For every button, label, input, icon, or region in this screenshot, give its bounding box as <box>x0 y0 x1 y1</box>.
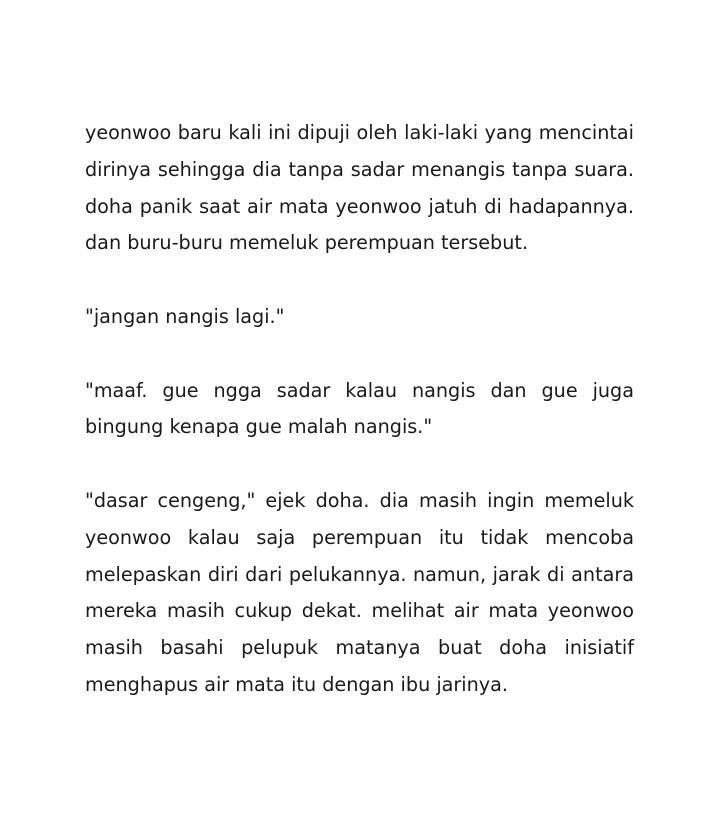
paragraph-3: "maaf. gue ngga sadar kalau nangis dan gue juga bingung kenapa gue malah nangis." <box>85 378 634 439</box>
story-text <box>85 115 634 704</box>
paragraph-4: "dasar cengeng," ejek doha. dia masih ingin memeluk yeonwoo kalau saja perempuan itu tidak mencoba melepaskan diri dari pelukannya. namun, jarak di antara mereka masih cukup dekat. melihat air mata yeonwoo masih basahi pelupuk matanya buat doha inisiatif menghapus air mata itu dengan ibu jarinya. <box>85 488 634 696</box>
paragraph-1: yeonwoo baru kali ini dipuji oleh laki-laki yang mencintai dirinya sehingga dia tanpa sadar menangis tanpa suara. doha panik saat air mata yeonwoo jatuh di hadapannya. dan buru-buru memeluk perempuan tersebut. <box>85 121 634 255</box>
paragraph-2: "jangan nangis lagi." <box>85 304 285 328</box>
